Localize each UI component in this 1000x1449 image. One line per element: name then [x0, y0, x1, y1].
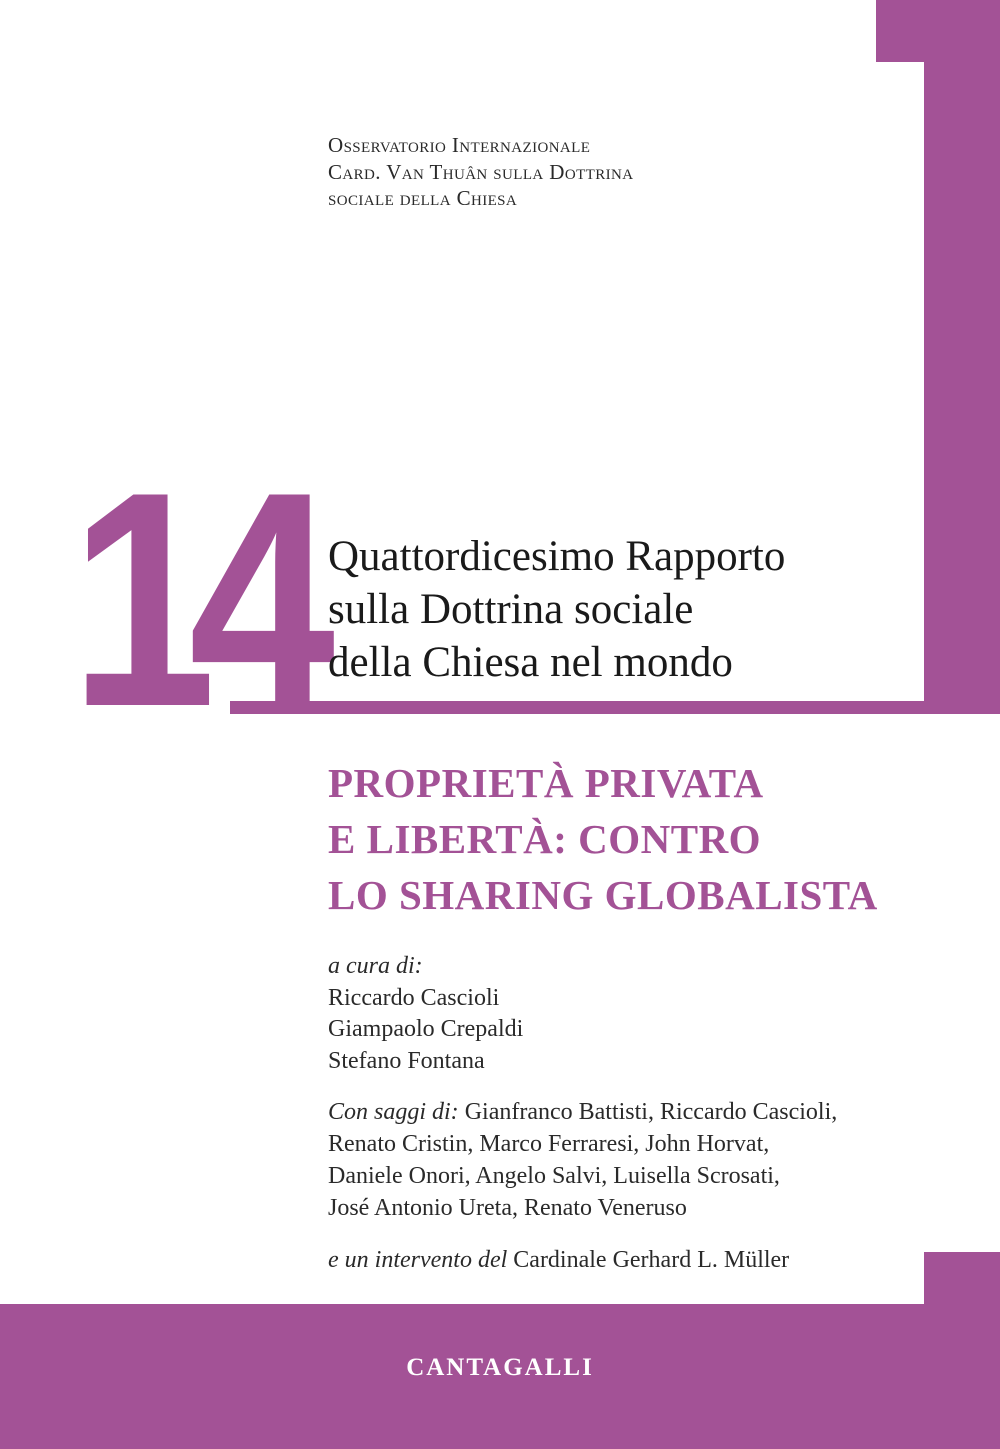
editor-name: Giampaolo Crepaldi — [328, 1016, 524, 1042]
intervention-name: Cardinale Gerhard L. Müller — [507, 1247, 790, 1273]
observatory-line: Card. Van Thuân sulla Dottrina — [328, 159, 634, 184]
decorative-bar-middle — [230, 701, 1000, 714]
editors-block — [328, 951, 523, 1077]
observatory-line: Osservatorio Internazionale — [328, 133, 591, 157]
decorative-bar-right — [924, 0, 1000, 714]
intervention-label: e un intervento del — [328, 1247, 508, 1273]
editors-label: a cura di: — [328, 953, 423, 979]
report-title-line: sulla Dottrina sociale — [328, 586, 694, 633]
editor-name: Riccardo Cascioli — [328, 984, 500, 1011]
book-subtitle — [328, 755, 878, 923]
subtitle-line: E LIBERTÀ: CONTRO — [328, 816, 762, 862]
volume-number: 14 — [70, 428, 308, 770]
report-title-line: della Chiesa nel mondo — [328, 639, 733, 686]
essays-block — [328, 1096, 908, 1224]
subtitle-line: LO SHARING GLOBALISTA — [328, 872, 878, 918]
report-title — [328, 530, 785, 689]
decorative-bar-stub — [924, 1252, 1000, 1312]
observatory-heading — [328, 132, 633, 212]
report-title-line: Quattordicesimo Rapporto — [328, 533, 786, 580]
intervention-line — [328, 1244, 789, 1276]
editor-name: Stefano Fontana — [328, 1047, 485, 1074]
essays-line: Renato Cristin, Marco Ferraresi, John Horvat, — [328, 1131, 770, 1157]
observatory-line: sociale della Chiesa — [328, 186, 518, 210]
essays-first-line — [328, 1096, 908, 1128]
essays-line: Daniele Onori, Angelo Salvi, Luisella Scrosati, — [328, 1163, 780, 1189]
essays-label: Con saggi di: — [328, 1099, 459, 1125]
essays-line: José Antonio Ureta, Renato Veneruso — [328, 1195, 687, 1221]
essays-authors-start: Gianfranco Battisti, Riccardo Cascioli, — [458, 1099, 838, 1125]
publisher-name: CANTAGALLI — [406, 1354, 594, 1381]
subtitle-line: PROPRIETÀ PRIVATA — [328, 760, 764, 806]
